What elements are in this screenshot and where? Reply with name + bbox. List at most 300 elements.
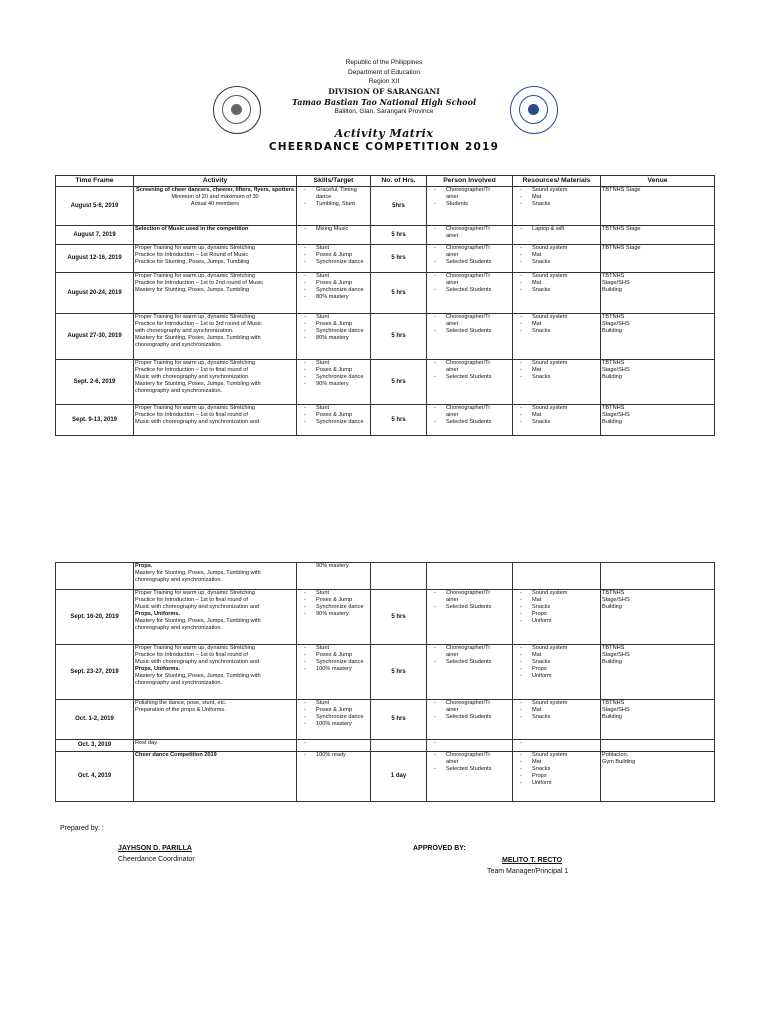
list-item: - Poses & Jump xyxy=(298,412,369,419)
list-item: - Snacks xyxy=(514,659,599,666)
list-item: - Stunt xyxy=(298,700,369,707)
activity-line: Music with choreography and synchronization and xyxy=(135,418,260,425)
list-item: - Selected Students xyxy=(428,766,511,773)
column-header: Activity xyxy=(134,176,297,187)
list-item: - Synchronize dance xyxy=(298,259,369,266)
activity-line: Practice for Introduction – 1st to final round of xyxy=(135,411,248,418)
list-item: - Selected Students xyxy=(428,659,511,666)
list-item: - Snacks xyxy=(514,374,599,381)
list-item: - Choreographer/Tr xyxy=(428,405,511,412)
approved-by-name: MELITO T. RECTO xyxy=(502,857,563,864)
prepared-by-title: Cheerdance Coordinator xyxy=(118,856,195,863)
skills-cell xyxy=(297,226,371,245)
list-item: - Snacks xyxy=(514,328,599,335)
list-item: - Stunt xyxy=(298,645,369,652)
list-item: - Graceful, Timing xyxy=(298,187,369,194)
persons-cell xyxy=(427,314,513,360)
venue-line: Stage/SHS xyxy=(602,366,630,373)
list-item: - Stunt xyxy=(298,245,369,252)
document-subtitle: CHEERDANCE COMPETITION 2019 xyxy=(268,141,500,153)
header-school: Tamao Bastian Tao National High School xyxy=(292,96,476,107)
table-row xyxy=(56,752,715,802)
table-row xyxy=(56,590,715,645)
list-item: - Choreographer/Tr xyxy=(428,590,511,597)
resources-cell xyxy=(513,645,601,700)
persons-cell xyxy=(427,645,513,700)
list-item: - Choreographer/Tr xyxy=(428,645,511,652)
time-frame-cell: Sept. 23-27, 2019 xyxy=(56,645,134,700)
list-item: - Choreographer/Tr xyxy=(428,226,511,233)
venue-line: TBTNHS xyxy=(602,314,625,320)
list-item: ainer xyxy=(446,251,459,258)
header-address: Balilton, Glan, Sarangani Province xyxy=(334,107,434,115)
venue-line: TBTNHS Stage xyxy=(602,187,641,193)
venue-line: Building xyxy=(602,658,622,665)
skills-cell xyxy=(297,360,371,405)
activity-cell xyxy=(134,752,297,802)
table-row xyxy=(56,245,715,273)
list-item: - Stunt xyxy=(298,405,369,412)
venue-line: Building xyxy=(602,603,622,610)
venue-line: Building xyxy=(602,418,622,425)
list-item: - Sound system xyxy=(514,273,599,280)
list-item: ainer xyxy=(446,193,459,200)
time-frame-cell: Sept. 9-13, 2019 xyxy=(56,405,134,436)
venue-line: TBTNHS xyxy=(602,405,625,411)
activity-line: with choreography and synchronization. xyxy=(135,327,234,334)
activity-line: Proper Training for warm up, dynamic Stretching xyxy=(135,273,256,279)
header-republic: Republic of the Philippines xyxy=(345,59,423,66)
activity-cell xyxy=(134,245,297,273)
activity-line: choreography and synchronization. xyxy=(135,624,223,631)
activity-cell xyxy=(134,700,297,740)
list-item: - Synchronize dance xyxy=(298,374,369,381)
list-item: - Sound system xyxy=(514,405,599,412)
activity-line: choreography and synchronization. xyxy=(135,576,223,583)
table-row xyxy=(56,226,715,245)
list-item: - Snacks xyxy=(514,201,599,208)
venue-line: Stage/SHS xyxy=(602,411,630,418)
table-row xyxy=(56,187,715,226)
persons-cell xyxy=(427,590,513,645)
venue-line: TBTNHS Stage xyxy=(602,226,641,232)
column-header: Venue xyxy=(601,176,715,187)
resources-cell xyxy=(513,563,601,590)
persons-cell xyxy=(427,752,513,802)
list-item: - Uniform xyxy=(514,780,599,787)
list-item: ainer xyxy=(446,651,459,658)
approved-by-label: APPROVED BY: xyxy=(413,845,466,852)
resources-cell xyxy=(513,226,601,245)
list-item: - Mat xyxy=(514,707,599,714)
resources-cell xyxy=(513,700,601,740)
venue-cell xyxy=(601,273,715,314)
resources-cell xyxy=(513,187,601,226)
activity-cell xyxy=(134,187,297,226)
table-row xyxy=(56,700,715,740)
list-item: - Mat xyxy=(514,367,599,374)
venue-cell xyxy=(601,590,715,645)
list-item: - 100% ready xyxy=(298,752,369,759)
venue-cell xyxy=(601,405,715,436)
list-item: - Stunt xyxy=(298,590,369,597)
venue-cell xyxy=(601,752,715,802)
list-item: - Uniform xyxy=(514,618,599,625)
activity-line: Practice for Stunting, Poses, Jumps, Tumbling xyxy=(135,258,250,265)
deped-seal-logo xyxy=(510,86,558,134)
header-division: DIVISION OF SARANGANI xyxy=(328,86,440,96)
activity-line: Proper Training for warm up, dynamic Stretching xyxy=(135,645,256,651)
venue-line: Building xyxy=(602,327,622,334)
venue-line: Stage/SHS xyxy=(602,651,630,658)
list-item: - Tumbling, Stunt xyxy=(298,201,369,208)
venue-line: TBTNHS xyxy=(602,645,625,651)
hours-cell: 1 day xyxy=(371,752,427,802)
hours-cell xyxy=(371,740,427,752)
list-item: - Sound system xyxy=(514,645,599,652)
activity-line: Props, Uniforms. xyxy=(135,610,181,617)
skills-cell xyxy=(297,563,371,590)
activity-line: Practice for Introduction – 1st to final round of xyxy=(135,651,248,658)
list-item: - Sound system xyxy=(514,187,599,194)
list-item: - Poses & Jump xyxy=(298,367,369,374)
resources-cell xyxy=(513,590,601,645)
list-item: - Choreographer/Tr xyxy=(428,273,511,280)
list-item: - Synchronize dance xyxy=(298,287,369,294)
activity-line: Mastery for Stunting, Poses, Jumps, Tumbling with xyxy=(135,672,261,679)
activity-line: choreography and synchronization. xyxy=(135,387,223,394)
list-item: - 90% mastery xyxy=(298,381,369,388)
resources-cell xyxy=(513,245,601,273)
activity-line: Music with choreography and synchronization and xyxy=(135,658,260,665)
activity-line: Mastery for Stunting, Poses, Jumps, Tumbling with xyxy=(135,569,261,576)
activity-line: Props, Uniforms. xyxy=(135,665,181,672)
list-item: - Choreographer/Tr xyxy=(428,187,511,194)
persons-cell xyxy=(427,226,513,245)
skills-cell xyxy=(297,273,371,314)
activity-line: Proper Training for warm up, dynamic Stretching xyxy=(135,405,256,411)
list-item: - Props xyxy=(514,773,599,780)
persons-cell xyxy=(427,405,513,436)
activity-line: choreography and synchronization. xyxy=(135,679,223,686)
list-item: - 100% mastery xyxy=(298,721,369,728)
persons-cell xyxy=(427,187,513,226)
venue-line: Building xyxy=(602,373,622,380)
column-header: Time Frame xyxy=(56,176,134,187)
list-item: - Synchronize dance xyxy=(298,419,369,426)
list-item: - 100% mastery xyxy=(298,666,369,673)
resources-cell xyxy=(513,273,601,314)
list-item: ainer xyxy=(446,320,459,327)
venue-cell xyxy=(601,740,715,752)
list-item: - Sound system xyxy=(514,752,599,759)
list-item: - Mat xyxy=(514,412,599,419)
prepared-by-name: JAYHSON D. PARILLA xyxy=(118,845,192,852)
activity-line: Practice for Introduction – 1st to 3rd round of Music xyxy=(135,320,262,327)
persons-cell xyxy=(427,360,513,405)
hours-cell: 5 hrs xyxy=(371,360,427,405)
hours-cell: 5 hrs xyxy=(371,700,427,740)
list-item: - Props xyxy=(514,611,599,618)
table-row xyxy=(56,273,715,314)
time-frame-cell xyxy=(56,563,134,590)
list-item: - Props xyxy=(514,666,599,673)
activity-cell xyxy=(134,360,297,405)
activity-line: Selection of Music used in the competition xyxy=(135,226,249,232)
list-item: - Selected Students xyxy=(428,259,511,266)
list-item: - Choreographer/Tr xyxy=(428,700,511,707)
list-item: - Stunt xyxy=(298,273,369,280)
list-item: - Laptop & wifi xyxy=(514,226,599,233)
list-item: - Snacks xyxy=(514,714,599,721)
skills-cell xyxy=(297,405,371,436)
activity-cell xyxy=(134,590,297,645)
list-item: - Snacks xyxy=(514,766,599,773)
list-item: - Sound system xyxy=(514,590,599,597)
persons-cell xyxy=(427,563,513,590)
list-item: - Mat xyxy=(514,652,599,659)
skills-cell xyxy=(297,752,371,802)
time-frame-cell: August 20-24, 2019 xyxy=(56,273,134,314)
list-item: 90% mastery xyxy=(316,563,349,569)
activity-line: Music with choreography and synchronization and xyxy=(135,603,260,610)
table-row xyxy=(56,405,715,436)
list-item: ainer xyxy=(446,366,459,373)
activity-cell xyxy=(134,226,297,245)
document-header xyxy=(0,58,768,153)
resources-cell xyxy=(513,740,601,752)
list-item: - Mat xyxy=(514,759,599,766)
list-item: - Synchronize dance xyxy=(298,604,369,611)
column-header: Resources/ Materials xyxy=(513,176,601,187)
list-item: - Snacks xyxy=(514,259,599,266)
list-item: - Sound system xyxy=(514,360,599,367)
list-item: - Choreographer/Tr xyxy=(428,314,511,321)
hours-cell: 5 hrs xyxy=(371,405,427,436)
skills-cell xyxy=(297,314,371,360)
list-item: - Stunt xyxy=(298,314,369,321)
activity-matrix-table-page2 xyxy=(55,562,715,802)
time-frame-cell: Sept. 2-6, 2019 xyxy=(56,360,134,405)
list-item: dance xyxy=(316,193,332,200)
activity-line: Proper Training for warm up, dynamic Stretching xyxy=(135,314,256,320)
list-item: - Selected Students xyxy=(428,374,511,381)
venue-line: TBTNHS xyxy=(602,273,625,279)
list-item: - 80% mastery xyxy=(298,294,369,301)
column-header: Person Involved xyxy=(427,176,513,187)
activity-line: Cheer dance Competition 2019 xyxy=(135,752,217,758)
activity-line: Music with choreography and synchronization. xyxy=(135,373,250,380)
list-item: ainer xyxy=(446,758,459,765)
list-item: - Mat xyxy=(514,194,599,201)
activity-line: Mastery for Stunting, Poses, Jumps, Tumbling with xyxy=(135,334,261,341)
venue-cell xyxy=(601,700,715,740)
venue-line: TBTNHS xyxy=(602,590,625,596)
venue-line: Stage/SHS xyxy=(602,320,630,327)
list-item: - Mat xyxy=(514,252,599,259)
resources-cell xyxy=(513,314,601,360)
list-item: - Selected Students xyxy=(428,287,511,294)
activity-line: Practice for Introduction – 1st to final round of xyxy=(135,596,248,603)
list-item: - Stunt xyxy=(298,360,369,367)
header-region: Region XII xyxy=(368,78,400,85)
activity-cell xyxy=(134,314,297,360)
table-header-row xyxy=(56,176,715,187)
hours-cell: 5 hrs xyxy=(371,314,427,360)
venue-cell xyxy=(601,245,715,273)
list-item: - Sound system xyxy=(514,245,599,252)
venue-line: Stage/SHS xyxy=(602,706,630,713)
list-item: ainer xyxy=(446,232,459,239)
list-item: - Selected Students xyxy=(428,604,511,611)
activity-matrix-table-page1 xyxy=(55,175,715,436)
list-item: - Poses & Jump xyxy=(298,707,369,714)
list-item: - Snacks xyxy=(514,604,599,611)
venue-line: Building xyxy=(602,286,622,293)
venue-line: TBTNHS xyxy=(602,700,625,706)
persons-cell xyxy=(427,700,513,740)
activity-cell xyxy=(134,405,297,436)
venue-line: Poblacion, xyxy=(602,752,629,758)
activity-line: Practice for Introduction – 1st to 2nd round of Music xyxy=(135,279,264,286)
time-frame-cell: August 7, 2019 xyxy=(56,226,134,245)
venue-cell xyxy=(601,360,715,405)
time-frame-cell: August 12-16, 2019 xyxy=(56,245,134,273)
prepared-by-label: Prepared by: : xyxy=(60,825,104,832)
venue-cell xyxy=(601,226,715,245)
time-frame-cell: August 5-6, 2019 xyxy=(56,187,134,226)
document-title: Activity Matrix xyxy=(334,127,434,140)
header-department: Department of Education xyxy=(348,68,420,76)
activity-line: Practice for Introduction – 1st Round of Music xyxy=(135,251,249,258)
column-header: Skills/Target xyxy=(297,176,371,187)
venue-line: Building xyxy=(602,713,622,720)
persons-cell xyxy=(427,245,513,273)
resources-cell xyxy=(513,752,601,802)
hours-cell: 5 hrs xyxy=(371,245,427,273)
list-item: - Selected Students xyxy=(428,328,511,335)
list-item: - Synchronize dance xyxy=(298,328,369,335)
list-item: - 90% mastery xyxy=(298,611,369,618)
hours-cell: 5 hrs xyxy=(371,645,427,700)
venue-cell xyxy=(601,314,715,360)
list-item: - Synchronize dance xyxy=(298,659,369,666)
list-item: - Selected Students xyxy=(428,714,511,721)
venue-line: Stage/SHS xyxy=(602,596,630,603)
list-item: ainer xyxy=(446,596,459,603)
activity-line: choreography and synchronization. xyxy=(135,341,223,348)
list-item: - Students xyxy=(428,201,511,208)
table-row xyxy=(56,563,715,590)
activity-cell xyxy=(134,273,297,314)
activity-line: Proper Training for warm up, dynamic Stretching xyxy=(135,360,256,366)
venue-line: TBTNHS xyxy=(602,360,625,366)
approved-by-title: Team Manager/Principal 1 xyxy=(487,868,569,875)
skills-cell xyxy=(297,245,371,273)
time-frame-cell: Oct. 1-2, 2019 xyxy=(56,700,134,740)
list-item: ainer xyxy=(446,706,459,713)
hours-cell: 5 hrs xyxy=(371,590,427,645)
activity-cell xyxy=(134,563,297,590)
table-row xyxy=(56,740,715,752)
list-item: - 80% mastery xyxy=(298,335,369,342)
persons-cell xyxy=(427,273,513,314)
activity-line: Actual 40 members xyxy=(190,200,240,207)
list-item: - Synchronize dance xyxy=(298,714,369,721)
time-frame-cell: Oct. 3, 2019 xyxy=(56,740,134,752)
venue-cell xyxy=(601,645,715,700)
list-item: - Poses & Jump xyxy=(298,321,369,328)
list-item: - Choreographer/Tr xyxy=(428,245,511,252)
venue-line: TBTNHS Stage xyxy=(602,245,641,251)
venue-cell xyxy=(601,187,715,226)
venue-cell xyxy=(601,563,715,590)
table-row xyxy=(56,360,715,405)
list-item: - Mat xyxy=(514,597,599,604)
list-item: - Selected Students xyxy=(428,419,511,426)
activity-line: Preparation of the props & Uniforms. xyxy=(135,706,226,713)
activity-line: Mastery for Stunting, Poses, Jumps, Tumbling with xyxy=(135,617,261,624)
activity-line: Mastery for Stunting, Poses, Jumps, Tumbling xyxy=(135,286,250,293)
activity-line: Screening of cheer dancers, cheerer, lifters, flyers, spotters xyxy=(136,187,294,193)
time-frame-cell: August 27-30, 2019 xyxy=(56,314,134,360)
activity-line: Minimum of 20 and maximum of 30 xyxy=(171,193,259,200)
time-frame-cell: Oct. 4, 2019 xyxy=(56,752,134,802)
list-item: - Poses & Jump xyxy=(298,252,369,259)
list-item: - Mat xyxy=(514,321,599,328)
table-row xyxy=(56,645,715,700)
venue-line: Stage/SHS xyxy=(602,279,630,286)
skills-cell xyxy=(297,187,371,226)
skills-cell xyxy=(297,645,371,700)
list-item: - Poses & Jump xyxy=(298,652,369,659)
hours-cell xyxy=(371,563,427,590)
list-item: ainer xyxy=(446,279,459,286)
list-item: ainer xyxy=(446,411,459,418)
school-seal-logo xyxy=(213,86,261,134)
activity-line: Props. xyxy=(135,563,153,569)
persons-cell xyxy=(427,740,513,752)
activity-line: Proper Training for warm up, dynamic Stretching xyxy=(135,245,256,251)
list-item: - Poses & Jump xyxy=(298,597,369,604)
list-item: - Sound system xyxy=(514,700,599,707)
list-item: - Mixing Music xyxy=(298,226,369,233)
hours-cell: 5hrs xyxy=(371,187,427,226)
activity-line: Practice for Introduction – 1st to final round of xyxy=(135,366,248,373)
list-item: - Choreographer/Tr xyxy=(428,360,511,367)
list-item: - Snacks xyxy=(514,419,599,426)
skills-cell xyxy=(297,740,371,752)
activity-line: Rest day xyxy=(135,740,158,746)
list-item: - Snacks xyxy=(514,287,599,294)
activity-line: Polishing the dance, pose, stunt, etc. xyxy=(135,700,227,706)
skills-cell xyxy=(297,700,371,740)
list-item: - Uniform xyxy=(514,673,599,680)
list-item: - Sound system xyxy=(514,314,599,321)
time-frame-cell: Sept. 16-20, 2019 xyxy=(56,590,134,645)
list-item: - Poses & Jump xyxy=(298,280,369,287)
column-header: No. of Hrs. xyxy=(371,176,427,187)
activity-cell xyxy=(134,645,297,700)
list-item: - Mat xyxy=(514,280,599,287)
skills-cell xyxy=(297,590,371,645)
venue-line: Gym Building xyxy=(602,758,636,765)
resources-cell xyxy=(513,405,601,436)
list-item: - Choreographer/Tr xyxy=(428,752,511,759)
activity-cell xyxy=(134,740,297,752)
table-row xyxy=(56,314,715,360)
hours-cell: 5 hrs xyxy=(371,273,427,314)
